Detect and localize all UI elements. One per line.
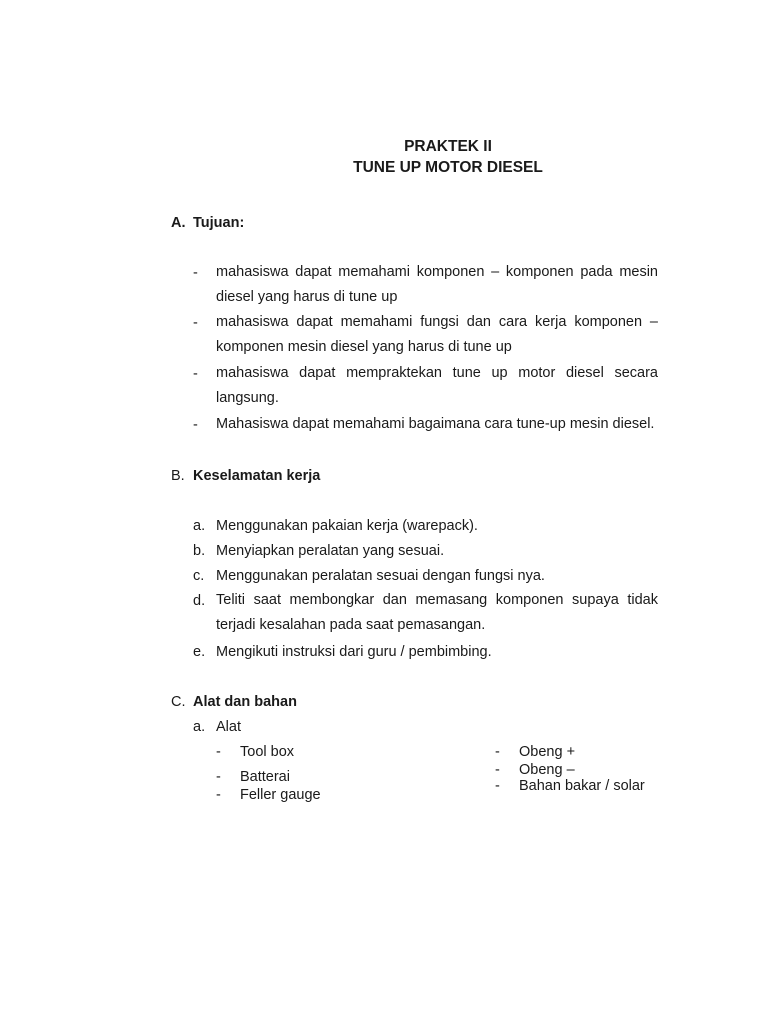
section-b-item: Menyiapkan peralatan yang sesuai. xyxy=(216,543,445,559)
tool-bullet: - xyxy=(495,744,500,760)
section-a-heading: Tujuan: xyxy=(193,215,245,231)
tool-item: Feller gauge xyxy=(240,787,321,803)
tool-item: Bahan bakar / solar xyxy=(519,778,645,794)
section-a-item: mahasiswa dapat memahami komponen – komponen pada mesin diesel yang harus di tune up xyxy=(216,264,658,306)
section-a-item: Mahasiswa dapat memahami bagaimana cara tune-up mesin diesel. xyxy=(216,416,655,432)
document-title-line1: PRAKTEK II xyxy=(404,138,492,155)
tool-item: Obeng + xyxy=(519,744,576,760)
section-c-sub-marker: a. xyxy=(193,719,206,735)
section-c-sub-label: Alat xyxy=(216,719,241,735)
section-b-item: Mengikuti instruksi dari guru / pembimbing. xyxy=(216,644,492,660)
section-c-heading: Alat dan bahan xyxy=(193,694,297,710)
tool-item: Batterai xyxy=(240,769,290,785)
tool-bullet: - xyxy=(495,762,500,778)
section-b-marker: c. xyxy=(193,568,205,584)
tool-item: Tool box xyxy=(240,744,295,760)
section-a-bullet: - xyxy=(193,417,198,433)
section-b-marker: d. xyxy=(193,593,206,609)
tool-bullet: - xyxy=(216,744,221,760)
tool-bullet: - xyxy=(495,778,500,794)
section-a-letter: A. xyxy=(171,215,186,231)
section-a-item: mahasiswa dapat mempraktekan tune up motor diesel secara langsung. xyxy=(216,365,658,407)
section-b-heading: Keselamatan kerja xyxy=(193,468,321,484)
tool-bullet: - xyxy=(216,787,221,803)
section-b-marker: b. xyxy=(193,543,206,559)
section-b-marker: a. xyxy=(193,518,206,534)
section-b-item: Menggunakan pakaian kerja (warepack). xyxy=(216,518,478,534)
tool-bullet: - xyxy=(216,769,221,785)
section-c-letter: C. xyxy=(171,694,186,710)
section-b-item: Menggunakan peralatan sesuai dengan fungsi nya. xyxy=(216,568,545,584)
section-a-item: mahasiswa dapat memahami fungsi dan cara kerja komponen – komponen mesin diesel yang harus di tune up xyxy=(216,314,658,356)
document-title-line2: TUNE UP MOTOR DIESEL xyxy=(353,159,543,176)
section-a-bullet: - xyxy=(193,265,198,281)
section-b-letter: B. xyxy=(171,468,185,484)
section-b-item: Teliti saat membongkar dan memasang komponen supaya tidak terjadi kesalahan pada saat pemasangan. xyxy=(216,592,658,634)
section-a-bullet: - xyxy=(193,366,198,382)
section-b-marker: e. xyxy=(193,644,206,660)
section-a-bullet: - xyxy=(193,315,198,331)
tool-item: Obeng – xyxy=(519,762,575,778)
